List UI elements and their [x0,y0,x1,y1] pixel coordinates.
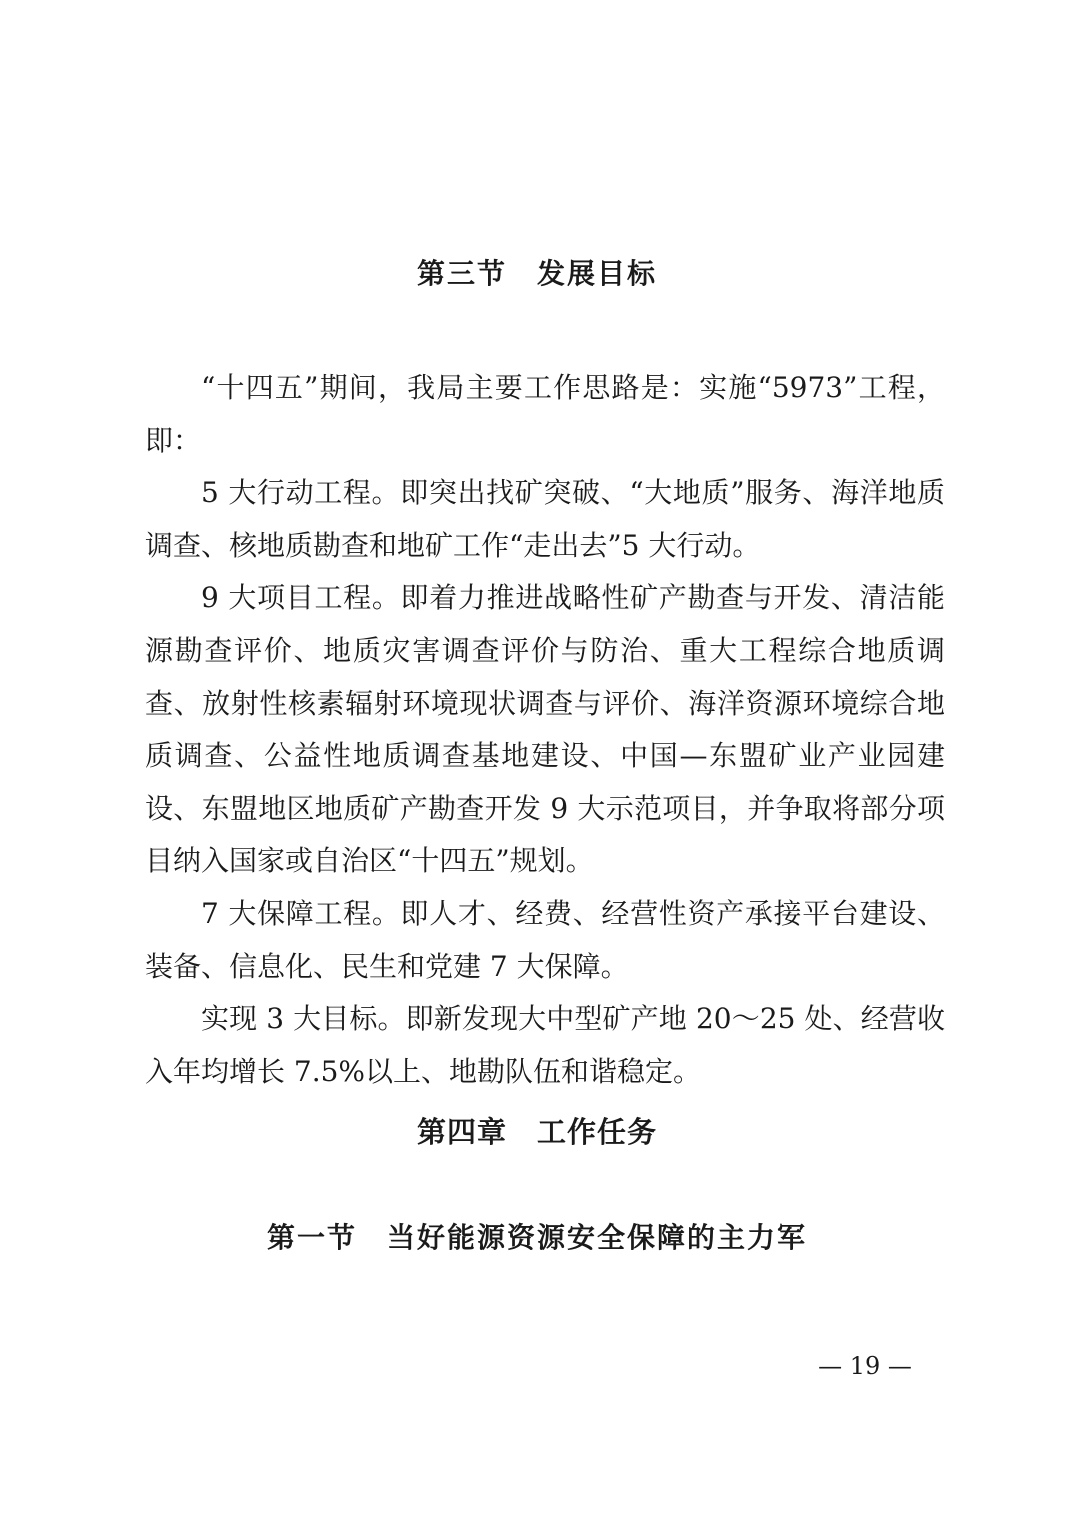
chapter-title: 第四章 工作任务 [416,1115,657,1149]
paragraph-goals: 实现 3 大目标。即新发现大中型矿产地 20～25 处、经营收入年均增长 7.5%以上、地勘队伍和谐稳定。 [145,1002,945,1088]
section-title: 第三节 发展目标 [416,257,657,290]
section-title: 第一节 当好能源资源安全保障的主力军 [266,1221,807,1254]
paragraph-intro: “十四五”期间，我局主要工作思路是：实施“5973”工程，即： [145,371,945,457]
paragraph-key-projects: 9 大项目工程。即着力推进战略性矿产勘查与开发、清洁能源勘查评价、地质灾害调查评价与防治、重大工程综合地质调查、放射性核素辐射环境现状调查与评价、海洋资源环境综合地质调查、公益性地质调查基地建设、中国—东盟矿业产业园建设、东盟地区地质矿产勘查开发 9 大示范项目，并争取将部分项目纳入国家或自治区“十四五”规划。 [145,581,945,878]
paragraph-guarantee-projects: 7 大保障工程。即人才、经费、经营性资产承接平台建设、装备、信息化、民生和党建 7 大保障。 [145,896,945,983]
paragraph-action-projects: 5 大行动工程。即突出找矿突破、“大地质”服务、海洋地质调查、核地质勘查和地矿工作“走出去”5 大行动。 [145,476,945,562]
page-number: — 19 — [818,1352,912,1380]
body-text [145,362,945,1098]
